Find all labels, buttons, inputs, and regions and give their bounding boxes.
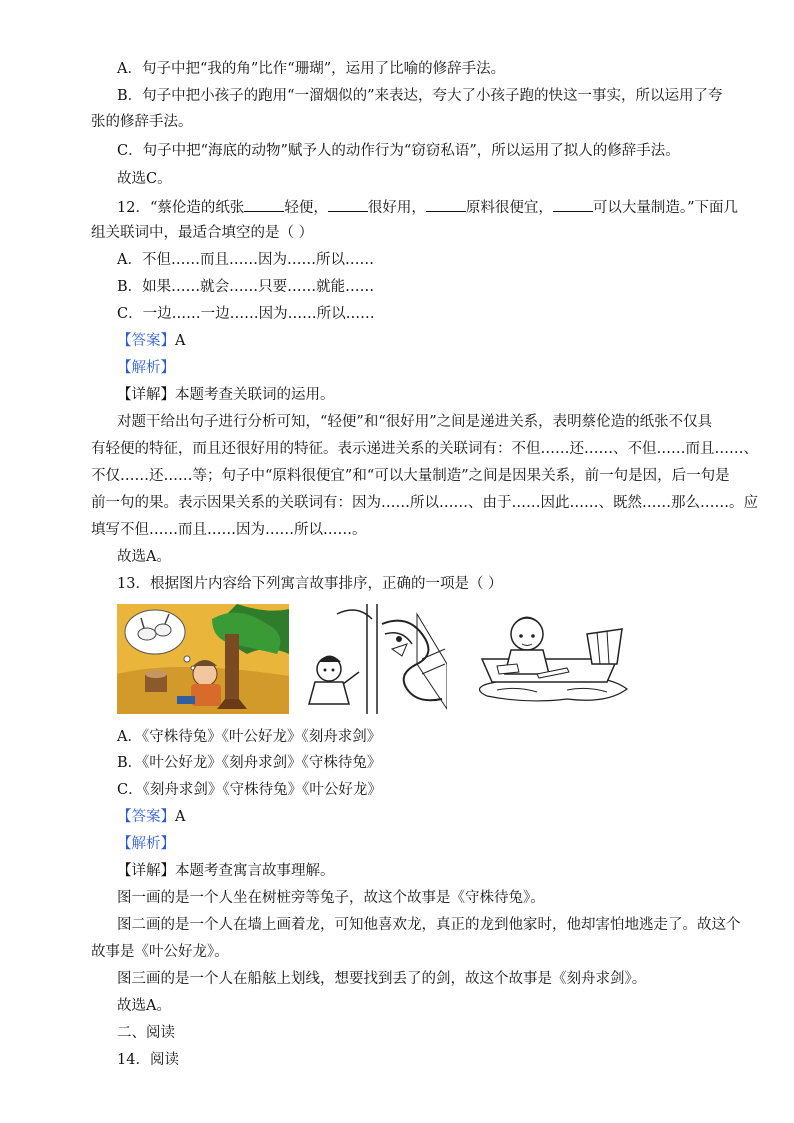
fill-blank: [553, 197, 593, 212]
q13-para-line: 图二画的是一个人在墙上画着龙，可知他喜欢龙，真正的龙到他家时，他却害怕地逃走了。故这个: [117, 917, 741, 933]
q12-choose: 故选A。: [117, 549, 171, 565]
q13-option-c: C．《刻舟求剑》《守株待兔》《叶公好龙》: [117, 782, 382, 798]
q13-para-line: 图一画的是一个人坐在树桩旁等兔子，故这个故事是《守株待兔》。: [117, 890, 545, 906]
detail-tag: 【详解】: [117, 387, 175, 403]
q13-analysis-tag: [117, 834, 175, 854]
q12-analysis-tag: [117, 358, 175, 378]
q12-para-line: 不仅……还……等；句子中“原料很便宜”和“可以大量制造”之间是因果关系，前一句是因，后一句是: [91, 468, 730, 484]
q11-choose: 故选C。: [117, 171, 172, 187]
picture-3-art: [467, 604, 632, 714]
q12-option-b: B．如果……就会……只要……就能……: [117, 279, 375, 295]
fill-blank: [244, 197, 284, 212]
q12-option-a: A．不但……而且……因为……所以……: [117, 252, 374, 268]
q13-option-a: A．《守株待兔》《叶公好龙》《刻舟求剑》: [117, 729, 382, 745]
answer-value: A: [175, 333, 186, 349]
q11-option-b-cont: 张的修辞手法。: [91, 114, 193, 130]
q13-choose: 故选A。: [117, 998, 171, 1014]
q12-stem-part: 很好用，: [367, 200, 426, 216]
q12-option-c: C．一边……一边……因为……所以……: [117, 306, 375, 322]
q12-para-line: 有轻便的特征，而且还很好用的特征。表示递进关系的关联词有：不但……还……、不但……而且……、: [91, 441, 758, 457]
q13-stem: 13．根据图片内容给下列寓言故事排序，正确的一项是（ ）: [117, 576, 503, 592]
detail-text: 本题考查寓言故事理解。: [175, 863, 335, 879]
answer-tag: 【答案】: [117, 333, 175, 349]
q12-stem-part: 原料很便宜，: [465, 200, 553, 216]
q12-stem: [117, 197, 738, 218]
q13-para-line: 图三画的是一个人在船舷上划线，想要找到丢了的剑，故这个故事是《刻舟求剑》。: [117, 971, 647, 987]
q13-answer: [117, 807, 185, 827]
picture-kezhouqiujian: [467, 604, 632, 714]
answer-value: A: [175, 809, 186, 825]
q12-stem-part: 可以大量制造。”下面几: [592, 200, 739, 216]
section-title: 二、阅读: [117, 1025, 175, 1041]
q13-detail: [117, 861, 335, 881]
q13-para-line: 故事是《叶公好龙》。: [91, 944, 229, 960]
q12-para-line: 对题干给出句子进行分析可知，“轻便”和“很好用”之间是递进关系，表明蔡伦造的纸张不仅具: [117, 414, 713, 430]
q12-stem-cont: 组关联词中，最适合填空的是（ ）: [91, 225, 314, 241]
q11-option-c: C．句子中把“海底的动物”赋予人的动作行为“窃窃私语”，所以运用了拟人的修辞手法。: [117, 143, 680, 159]
analysis-tag: 【解析】: [117, 360, 175, 376]
q12-answer: [117, 331, 185, 351]
q14-stem: 14．阅读: [117, 1052, 179, 1068]
answer-tag: 【答案】: [117, 809, 175, 825]
q12-detail: [117, 385, 335, 405]
picture-shouzhudaitu: [117, 604, 289, 714]
q12-stem-part: 轻便，: [284, 200, 328, 216]
fill-blank: [426, 197, 466, 212]
q13-option-b: B．《叶公好龙》《刻舟求剑》《守株待兔》: [117, 755, 382, 771]
q11-option-b: B．句子中把小孩子的跑用“一溜烟似的”来表达，夸大了小孩子跑的快这一事实，所以运用了夸: [117, 88, 723, 104]
fill-blank: [328, 197, 368, 212]
q11-option-a: A．句子中把“我的角”比作“珊瑚”，运用了比喻的修辞手法。: [117, 61, 506, 77]
q12-para-line: 填写不但……而且……因为……所以……。: [91, 522, 367, 538]
analysis-tag: 【解析】: [117, 836, 175, 852]
picture-1-art: [117, 604, 289, 714]
q12-stem-part: 12．“蔡伦造的纸张: [117, 200, 245, 216]
q12-para-line: 前一句的果。表示因果关系的关联词有：因为……所以……、由于……因此……、既然……那么……。应: [91, 495, 758, 511]
detail-tag: 【详解】: [117, 863, 175, 879]
picture-yegonghaolong: [297, 604, 447, 714]
detail-text: 本题考查关联词的运用。: [175, 387, 335, 403]
picture-2-art: [297, 604, 447, 714]
